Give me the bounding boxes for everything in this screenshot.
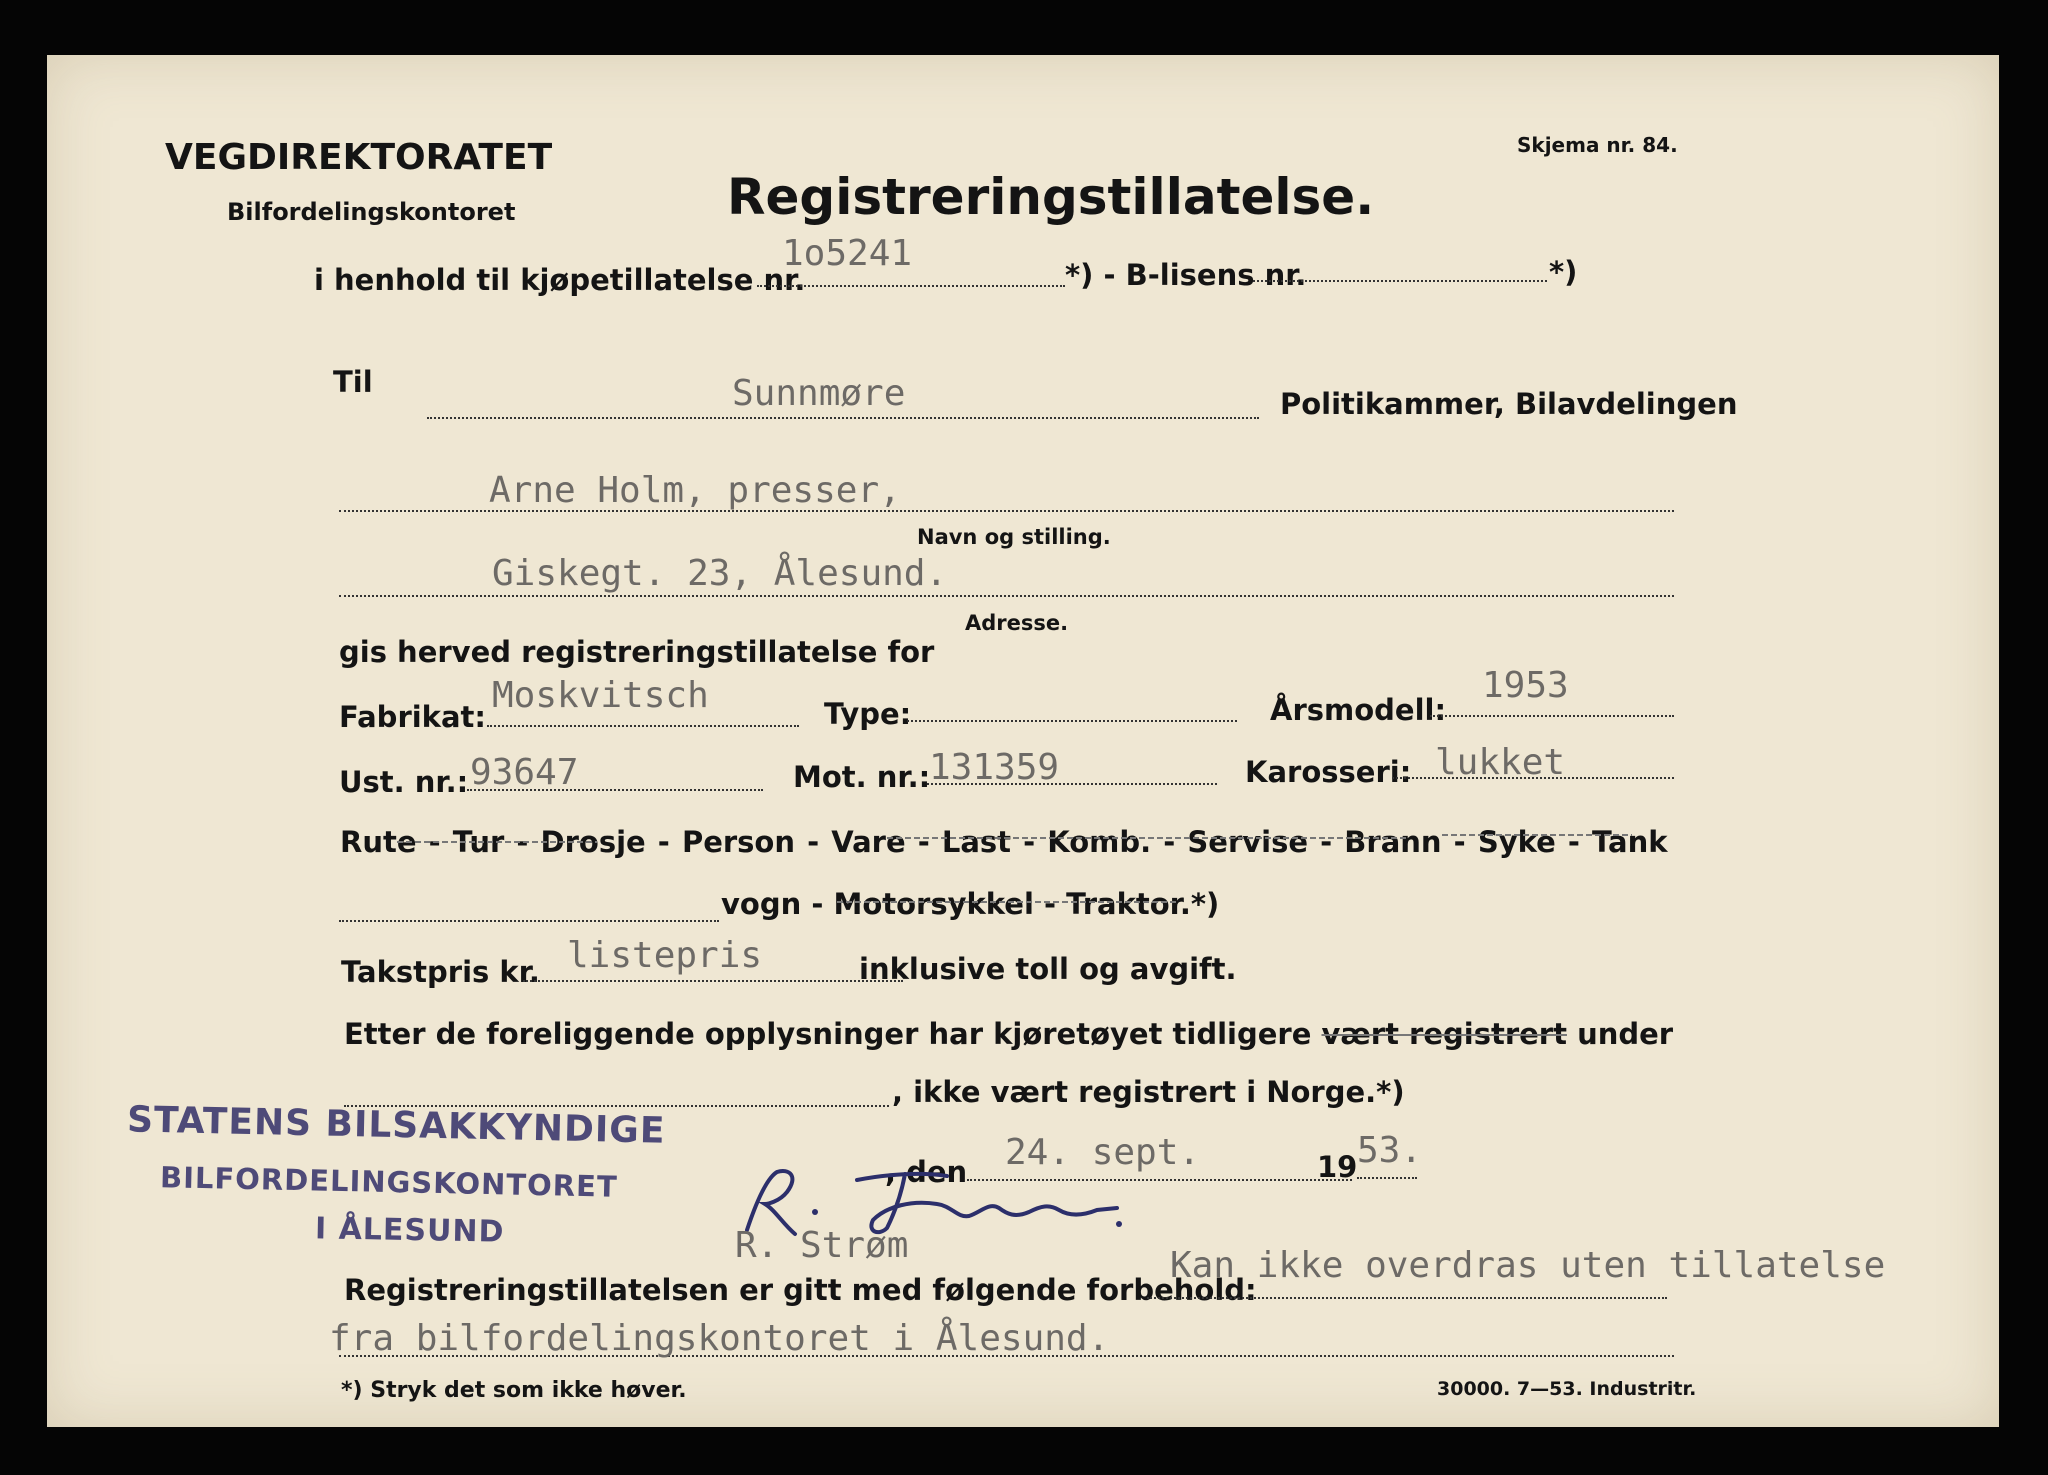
date-year-prefix: 19 [1317, 1150, 1358, 1184]
category-person: Person [681, 825, 795, 859]
purchase-permit-line [757, 285, 1065, 287]
make-value: Moskvitsch [492, 675, 709, 716]
history-lead: Etter de foreliggende opplysninger har kjøretøyet tidligere [344, 1017, 1312, 1051]
category-motorsykkel: Motorsykkel [833, 887, 1034, 921]
owner-name: Arne Holm, presser, [489, 470, 901, 511]
year-value: 1953 [1482, 665, 1569, 706]
body-value: lukket [1435, 742, 1566, 783]
b-license-label: *) - B-lisens nr. [1065, 258, 1307, 292]
ust-value: 93647 [470, 752, 579, 793]
police-office-label: Politikammer, Bilavdelingen [1280, 387, 1738, 421]
category-line-2: vogn - Motorsykkel - Traktor.*) [721, 887, 1220, 921]
strike-marks-row1-c [1442, 830, 1632, 840]
category-servise: Servise [1187, 825, 1309, 859]
category-tur: Tur [452, 825, 505, 859]
year-line [1430, 715, 1674, 717]
category-rute: Rute [340, 825, 417, 859]
purchase-permit-label: i henhold til kjøpetillatelse nr. [314, 263, 806, 297]
date-year-suffix: 53. [1357, 1130, 1423, 1171]
district-value: Sunnmøre [732, 373, 906, 414]
office-name: Bilfordelingskontoret [227, 198, 516, 226]
registration-permit-document [47, 55, 1999, 1427]
strike-marks-row1-b [887, 833, 1407, 843]
to-label: Til [333, 365, 373, 399]
name-caption: Navn og stilling. [917, 525, 1111, 549]
category-vogn: vogn [721, 887, 802, 921]
document-title: Registreringstillatelse. [727, 168, 1375, 226]
make-label: Fabrikat: [339, 700, 486, 734]
address-caption: Adresse. [965, 611, 1069, 635]
strike-marks-row2 [837, 897, 1177, 907]
category-vare: Vare [831, 825, 906, 859]
category-traktor: Traktor.*) [1066, 887, 1220, 921]
category-tank: Tank [1592, 825, 1668, 859]
category-drosje: Drosje [540, 825, 646, 859]
reservation-label: Registreringstillatelsen er gitt med følgende forbehold: [344, 1273, 1257, 1307]
district-line [427, 417, 1259, 419]
price-line [523, 980, 903, 982]
address-line [339, 595, 1674, 597]
category-blank-line [339, 920, 719, 922]
strike-marks-row1-a [397, 837, 597, 847]
b-license-end: *) [1549, 255, 1578, 289]
history-text [344, 1017, 1673, 1051]
type-label: Type: [824, 697, 912, 731]
stamp-line-3: I ÅLESUND [314, 1211, 505, 1250]
history-under: under [1577, 1017, 1674, 1051]
category-syke: Syke [1477, 825, 1556, 859]
purchase-permit-number: 1o5241 [782, 233, 913, 274]
history-struck-phrase: vært registrert [1321, 1017, 1567, 1051]
permit-intro: gis herved registreringstillatelse for [339, 635, 935, 669]
category-last: Last [941, 825, 1012, 859]
year-label: Årsmodell: [1270, 693, 1447, 727]
typed-signer-name: R. Strøm [735, 1225, 909, 1266]
price-value: listepris [567, 935, 763, 976]
stamp-line-1: STATENS BILSAKKYNDIGE [126, 1099, 666, 1152]
category-brann: Brann [1344, 825, 1442, 859]
date-value: 24. sept. [1005, 1132, 1201, 1173]
footer-note: *) Stryk det som ikke høver. [341, 1378, 687, 1403]
type-line [907, 720, 1237, 722]
category-line-1: Rute - Tur - Drosje - Person - Vare - Last - Komb. - Servise - Brann - Syke - Tank [340, 825, 1668, 859]
category-komb: Komb. [1047, 825, 1152, 859]
agency-name: VEGDIREKTORATET [165, 137, 553, 178]
mot-value: 131359 [929, 747, 1060, 788]
b-license-line [1253, 280, 1547, 282]
mot-label: Mot. nr.: [793, 760, 931, 794]
reservation-text-1: Kan ikke overdras uten tillatelse [1170, 1245, 1886, 1286]
body-label: Karosseri: [1245, 755, 1412, 789]
reservation-text-2: fra bilfordelingskontoret i Ålesund. [329, 1318, 1110, 1359]
ust-label: Ust. nr.: [339, 765, 469, 799]
make-line [487, 725, 799, 727]
date-den: , den [885, 1155, 968, 1189]
print-info: 30000. 7—53. Industritr. [1437, 1378, 1697, 1400]
form-number: Skjema nr. 84. [1517, 133, 1678, 157]
price-label: Takstpris kr. [341, 955, 540, 989]
date-year-line [1357, 1177, 1417, 1179]
price-suffix: inklusive toll og avgift. [859, 952, 1237, 986]
owner-address: Giskegt. 23, Ålesund. [492, 553, 948, 594]
reservation-line-1 [1147, 1297, 1667, 1299]
stamp-line-2: BILFORDELINGSKONTORET [159, 1160, 619, 1204]
history-line-2: , ikke vært registrert i Norge.*) [892, 1075, 1405, 1109]
